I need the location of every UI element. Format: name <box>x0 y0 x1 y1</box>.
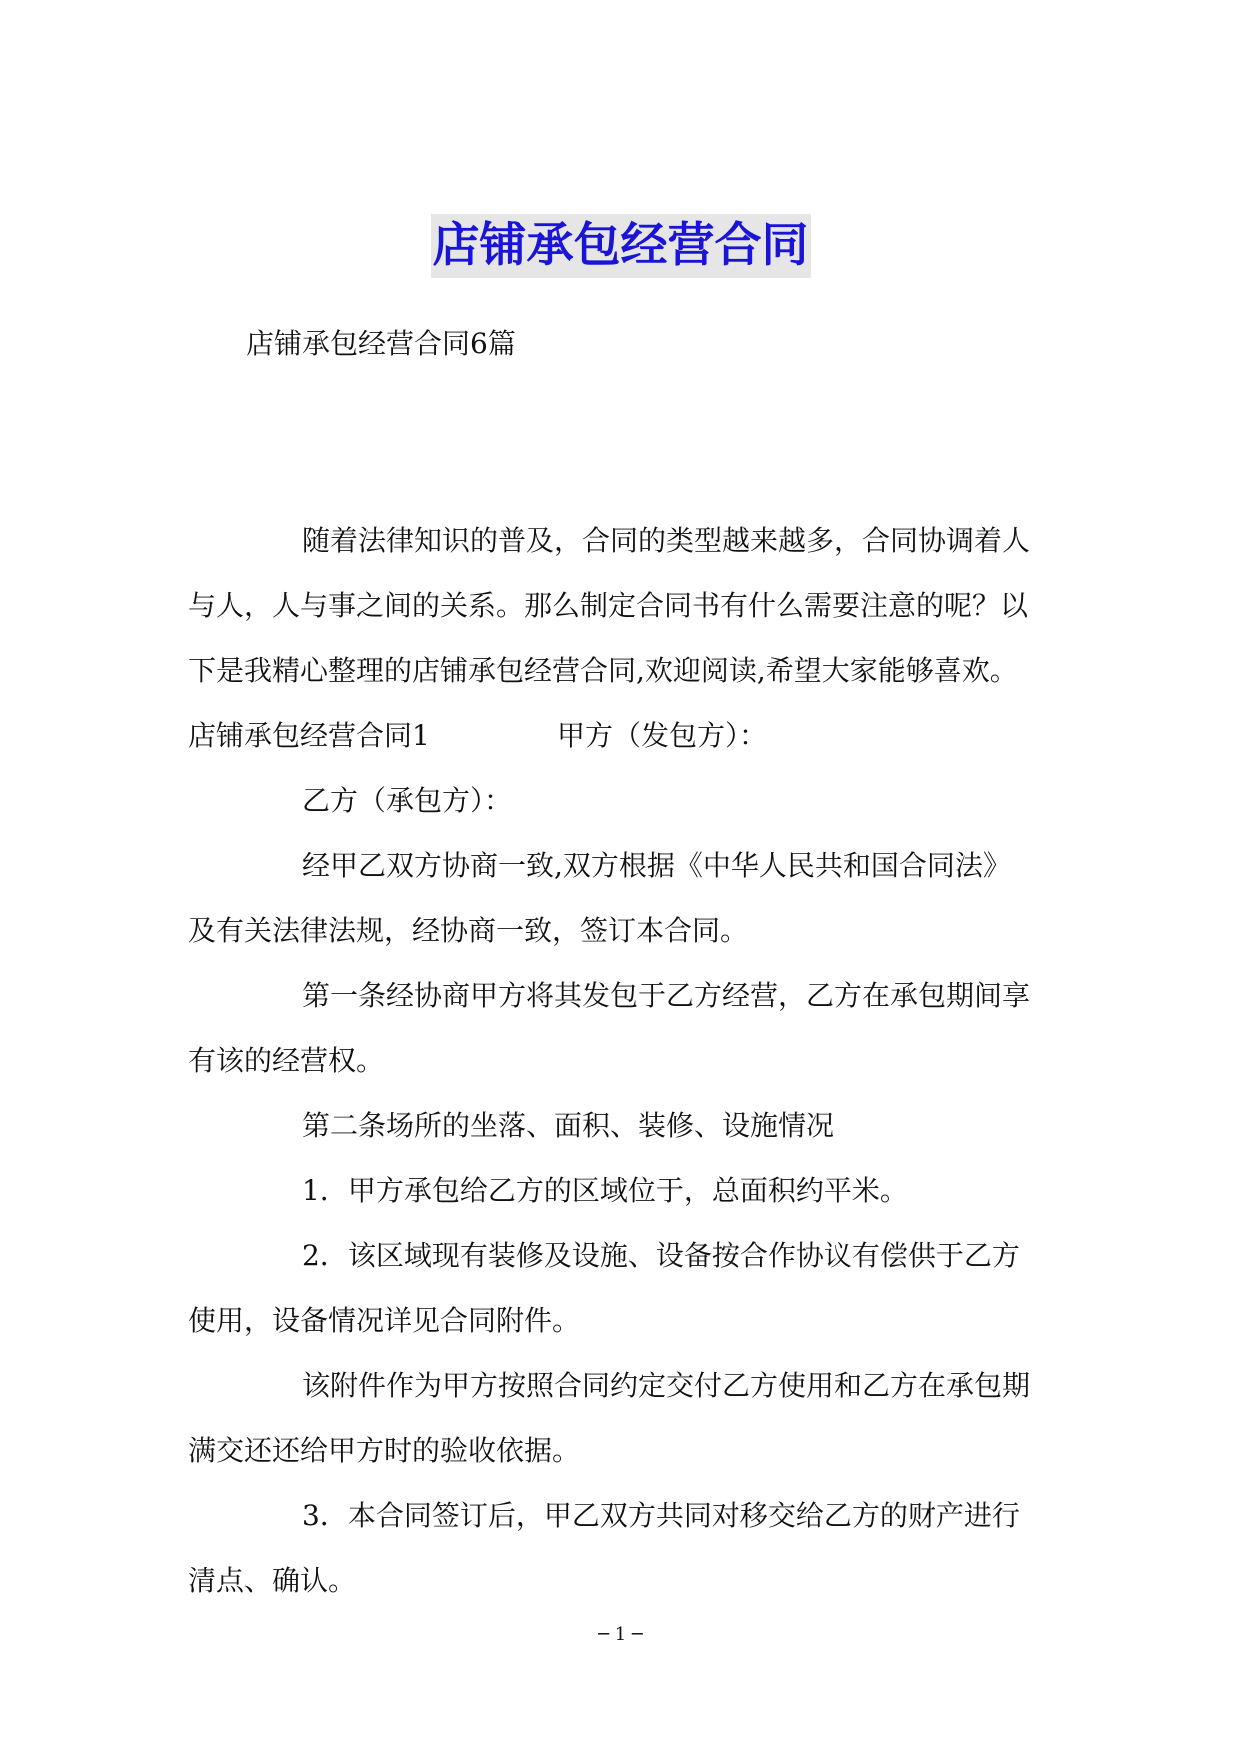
document-title: 店铺承包经营合同 <box>431 214 811 278</box>
section-heading: 店铺承包经营合同1 <box>188 719 430 752</box>
list-item: 1．甲方承包给乙方的区域位于，总面积约平米。 <box>302 1174 908 1207</box>
title-block <box>0 214 1241 278</box>
paragraph-line: 及有关法律法规，经协商一致，签订本合同。 <box>188 914 749 947</box>
list-item: 2．该区域现有装修及设施、设备按合作协议有偿供于乙方 <box>302 1239 1020 1272</box>
paragraph-line: 下是我精心整理的店铺承包经营合同,欢迎阅读,希望大家能够喜欢。 <box>188 654 1018 687</box>
paragraph-line: 满交还还给甲方时的验收依据。 <box>188 1434 581 1467</box>
clause-heading: 第二条场所的坐落、面积、装修、设施情况 <box>302 1109 835 1142</box>
list-item: 3．本合同签订后，甲乙双方共同对移交给乙方的财产进行 <box>302 1499 1020 1532</box>
party-a-label: 甲方（发包方）： <box>557 719 768 752</box>
paragraph-line: 经甲乙双方协商一致,双方根据《中华人民共和国合同法》 <box>302 849 1011 882</box>
paragraph-line: 随着法律知识的普及，合同的类型越来越多，合同协调着人 <box>302 524 1031 557</box>
paragraph-line: 该附件作为甲方按照合同约定交付乙方使用和乙方在承包期 <box>302 1369 1031 1402</box>
paragraph-line: 有该的经营权。 <box>188 1044 385 1077</box>
paragraph-line: 与人，人与事之间的关系。那么制定合同书有什么需要注意的呢？以 <box>188 589 1029 622</box>
paragraph-line: 使用，设备情况详见合同附件。 <box>188 1304 581 1337</box>
paragraph-line: 第一条经协商甲方将其发包于乙方经营，乙方在承包期间享 <box>302 979 1031 1012</box>
party-b-label: 乙方（承包方）： <box>302 784 513 817</box>
subtitle: 店铺承包经营合同6篇 <box>246 327 516 360</box>
page-number: ─ 1 ─ <box>598 1624 643 1645</box>
paragraph-line: 清点、确认。 <box>188 1564 357 1597</box>
